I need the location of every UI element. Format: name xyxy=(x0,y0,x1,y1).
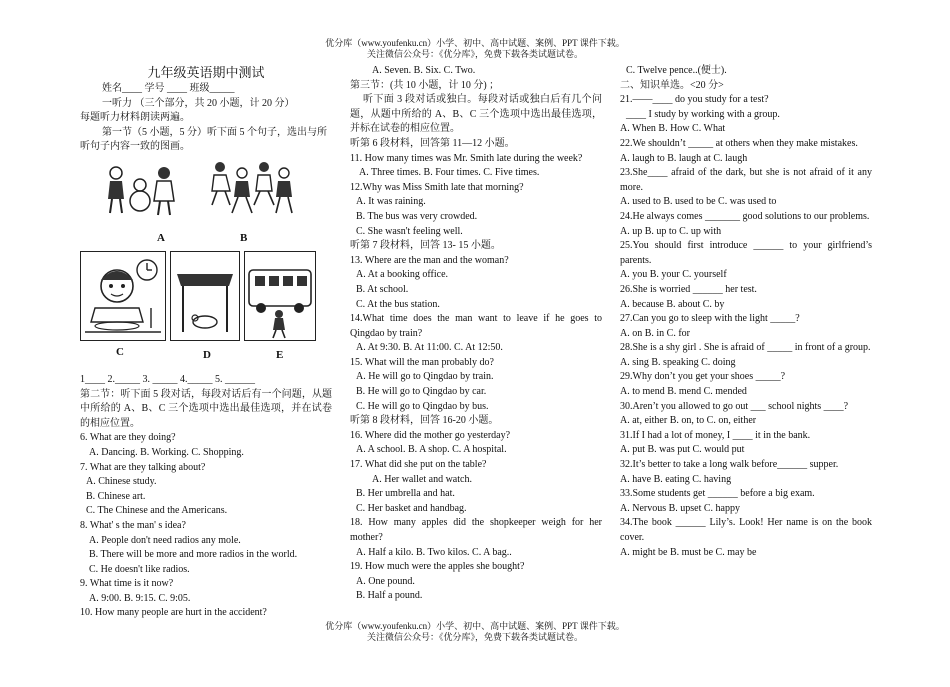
section2-instructions: 第二节：听下面 5 段对话，每段对话后有一个问题，从题中所给的 A、B、C 三个选项中选出最佳选项，并在试卷的相应位置。 xyxy=(80,388,332,429)
question-13-option-a: A. At a booking office. xyxy=(356,269,449,281)
picture-e xyxy=(244,251,316,341)
question-19-option-a: A. One pound. xyxy=(356,575,415,587)
picture-a xyxy=(102,161,180,221)
question-23-options: A. used to B. used to be C. was used to xyxy=(620,196,777,208)
picture-set xyxy=(80,155,332,373)
header-line-1: 优分库（www.youfenku.cn）小学、初中、高中试题、案例、PPT 课件下载。 xyxy=(325,38,625,48)
picture-b xyxy=(208,157,294,219)
question-22: 22.We shouldn’t _____ at others when they make mistakes. xyxy=(620,137,858,149)
picture-d xyxy=(170,251,240,341)
question-22-options: A. laugh to B. laugh at C. laugh xyxy=(620,152,748,164)
question-17-option-c: C. Her basket and handbag. xyxy=(356,502,467,514)
question-32: 32.It’s better to take a long walk before______ supper. xyxy=(620,459,839,471)
question-10: 10. How many people are hurt in the accident? xyxy=(80,607,267,619)
question-7-option-c: C. The Chinese and the Americans. xyxy=(86,505,228,517)
column-3 xyxy=(620,64,872,560)
question-15-option-c: C. He will go to Qingdao by bus. xyxy=(356,400,489,412)
question-15-option-a: A. He will go to Qingdao by train. xyxy=(356,371,494,383)
question-16: 16. Where did the mother go yesterday? xyxy=(350,429,511,441)
page-header xyxy=(0,38,950,60)
material-7-note: 听第 7 段材料，回答 13- 15 小题。 xyxy=(350,240,501,252)
question-34: 34.The book ______ Lily’s. Look! Her name is on the book cover. xyxy=(620,517,872,543)
question-28-options: A. sing B. speaking C. doing xyxy=(620,356,736,368)
question-7-option-b: B. Chinese art. xyxy=(86,490,146,502)
question-8-option-c: C. He doesn't like radios. xyxy=(89,563,190,575)
question-13-option-c: C. At the bus station. xyxy=(356,298,440,310)
question-24: 24.He always comes _______ good solutions to our problems. xyxy=(620,210,870,222)
question-11: 11. How many times was Mr. Smith late during the week? xyxy=(350,152,583,164)
part1-heading: 一听力 （三个部分，共 20 小题，计 20 分） xyxy=(102,97,295,109)
part1-note: 每题听力材料朗读两遍。 xyxy=(80,112,190,124)
picture-a-label: A xyxy=(157,231,165,244)
question-19: 19. How much were the apples she bought? xyxy=(350,561,525,573)
question-30: 30.Aren’t you allowed to go out ___ school nights ____? xyxy=(620,400,849,412)
question-27-options: A. on B. in C. for xyxy=(620,327,690,339)
column-2 xyxy=(350,64,602,604)
question-21-response: ____ I study by working with a group. xyxy=(626,108,780,120)
question-18-options: A. Half a kilo. B. Two kilos. C. A bag.. xyxy=(356,546,512,558)
question-15: 15. What will the man probably do? xyxy=(350,356,494,368)
question-23: 23.She____ afraid of the dark, but she is not afraid of it any more. xyxy=(620,167,872,193)
question-14: 14.What time does the man want to leave if he goes to Qingdao by train? xyxy=(350,313,602,339)
exam-title: 九年级英语期中测试 xyxy=(147,65,265,80)
question-19-option-b: B. Half a pound. xyxy=(356,590,423,602)
question-12: 12.Why was Miss Smith late that morning? xyxy=(350,181,524,193)
question-18: 18. How many apples did the shopkeeper weigh for her mother? xyxy=(350,517,602,543)
question-9-options: A. 9:00. B. 9:15. C. 9:05. xyxy=(89,592,191,604)
question-9: 9. What time is it now? xyxy=(80,578,174,590)
question-26: 26.She is worried ______ her test. xyxy=(620,283,757,295)
question-12-option-b: B. The bus was very crowded. xyxy=(356,210,478,222)
part2-heading: 二、知识单选。<20 分> xyxy=(620,79,724,91)
column-1 xyxy=(80,64,332,621)
footer-line-2: 关注微信公众号：《优分库》，免费下载各类试题试卷。 xyxy=(366,632,583,642)
material-6-note: 听第 6 段材料，回答第 11—12 小题。 xyxy=(350,137,515,149)
question-19-option-c: C. Twelve pence..(便士). xyxy=(626,65,727,76)
question-28: 28.She is a shy girl . She is afraid of _____ in front of a group. xyxy=(620,342,871,354)
question-21: 21.——____ do you study for a test? xyxy=(620,94,769,106)
picture-e-label: E xyxy=(276,348,284,361)
question-8: 8. What' s the man' s idea? xyxy=(80,519,186,531)
question-29-options: A. to mend B. mend C. mended xyxy=(620,386,747,398)
question-15-option-b: B. He will go to Qingdao by car. xyxy=(356,386,487,398)
question-21-options: A. When B. How C. What xyxy=(620,123,726,135)
section3-heading: 第三节：(共 10 小题，计 10 分) ； xyxy=(350,79,500,91)
question-32-options: A. have B. eating C. having xyxy=(620,473,732,485)
question-34-options: A. might be B. must be C. may be xyxy=(620,546,757,558)
question-26-options: A. because B. about C. by xyxy=(620,298,725,310)
question-6: 6. What are they doing? xyxy=(80,432,176,444)
footer-line-1: 优分库（www.youfenku.cn）小学、初中、高中试题、案例、PPT 课件下载。 xyxy=(325,621,625,631)
question-6-options: A. Dancing. B. Working. C. Shopping. xyxy=(89,446,244,458)
question-13: 13. Where are the man and the woman? xyxy=(350,254,509,266)
question-24-options: A. up B. up to C. up with xyxy=(620,225,722,237)
question-25-options: A. you B. your C. yourself xyxy=(620,269,727,281)
question-31-options: A. put B. was put C. would put xyxy=(620,444,745,456)
question-8-option-b: B. There will be more and more radios in the world. xyxy=(89,549,298,561)
question-27: 27.Can you go to sleep with the light _____? xyxy=(620,313,800,325)
question-17: 17. What did she put on the table? xyxy=(350,459,487,471)
question-17-option-b: B. Her umbrella and hat. xyxy=(356,488,455,500)
question-25: 25.You should first introduce ______ to your girlfriend’s parents. xyxy=(620,240,872,266)
question-33-options: A. Nervous B. upset C. happy xyxy=(620,502,740,514)
question-16-options: A. A school. B. A shop. C. A hospital. xyxy=(356,444,507,456)
question-11-options: A. Three times. B. Four times. C. Five times. xyxy=(359,167,540,179)
picture-c xyxy=(80,251,166,341)
question-14-options: A. At 9:30. B. At 11:00. C. At 12:50. xyxy=(356,342,503,354)
question-8-option-a: A. People don't need radios any mole. xyxy=(89,534,241,546)
question-7-option-a: A. Chinese study. xyxy=(86,476,157,488)
material-8-note: 听第 8 段材料，回答 16-20 小题。 xyxy=(350,415,499,427)
picture-d-label: D xyxy=(203,348,211,361)
picture-b-label: B xyxy=(240,231,248,244)
answer-blanks-1-5: 1____ 2._____ 3. _____ 4._____ 5. ______ xyxy=(80,373,255,385)
question-31: 31.If I had a lot of money, I ____ it in the bank. xyxy=(620,429,811,441)
section3-instructions: 听下面 3 段对话或独白。每段对话或独白后有几个问题，从题中所给的 A、B、C 三个选项中选出最佳选项，并标在试卷的相应位置。 xyxy=(350,94,602,135)
question-13-option-b: B. At school. xyxy=(356,283,409,295)
question-29: 29.Why don’t you get your shoes _____? xyxy=(620,371,786,383)
question-10-options: A. Seven. B. Six. C. Two. xyxy=(372,65,476,76)
question-33: 33.Some students get ______ before a big exam. xyxy=(620,488,815,500)
question-12-option-a: A. It was raining. xyxy=(356,196,426,208)
picture-c-label: C xyxy=(116,345,124,358)
question-30-options: A. at, either B. on, to C. on, either xyxy=(620,415,757,427)
student-info-line: 姓名____ 学号 ____ 班级_____ xyxy=(102,83,235,94)
header-line-2: 关注微信公众号：《优分库》，免费下载各类试题试卷。 xyxy=(366,49,583,59)
section1-instructions: 第一节（5 小题，5 分）听下面 5 个句子，选出与所听句子内容一致的图画。 xyxy=(80,126,327,153)
question-7: 7. What are they talking about? xyxy=(80,461,206,473)
page-footer xyxy=(0,621,950,643)
question-12-option-c: C. She wasn't feeling well. xyxy=(356,225,463,237)
question-17-option-a: A. Her wallet and watch. xyxy=(372,473,472,485)
